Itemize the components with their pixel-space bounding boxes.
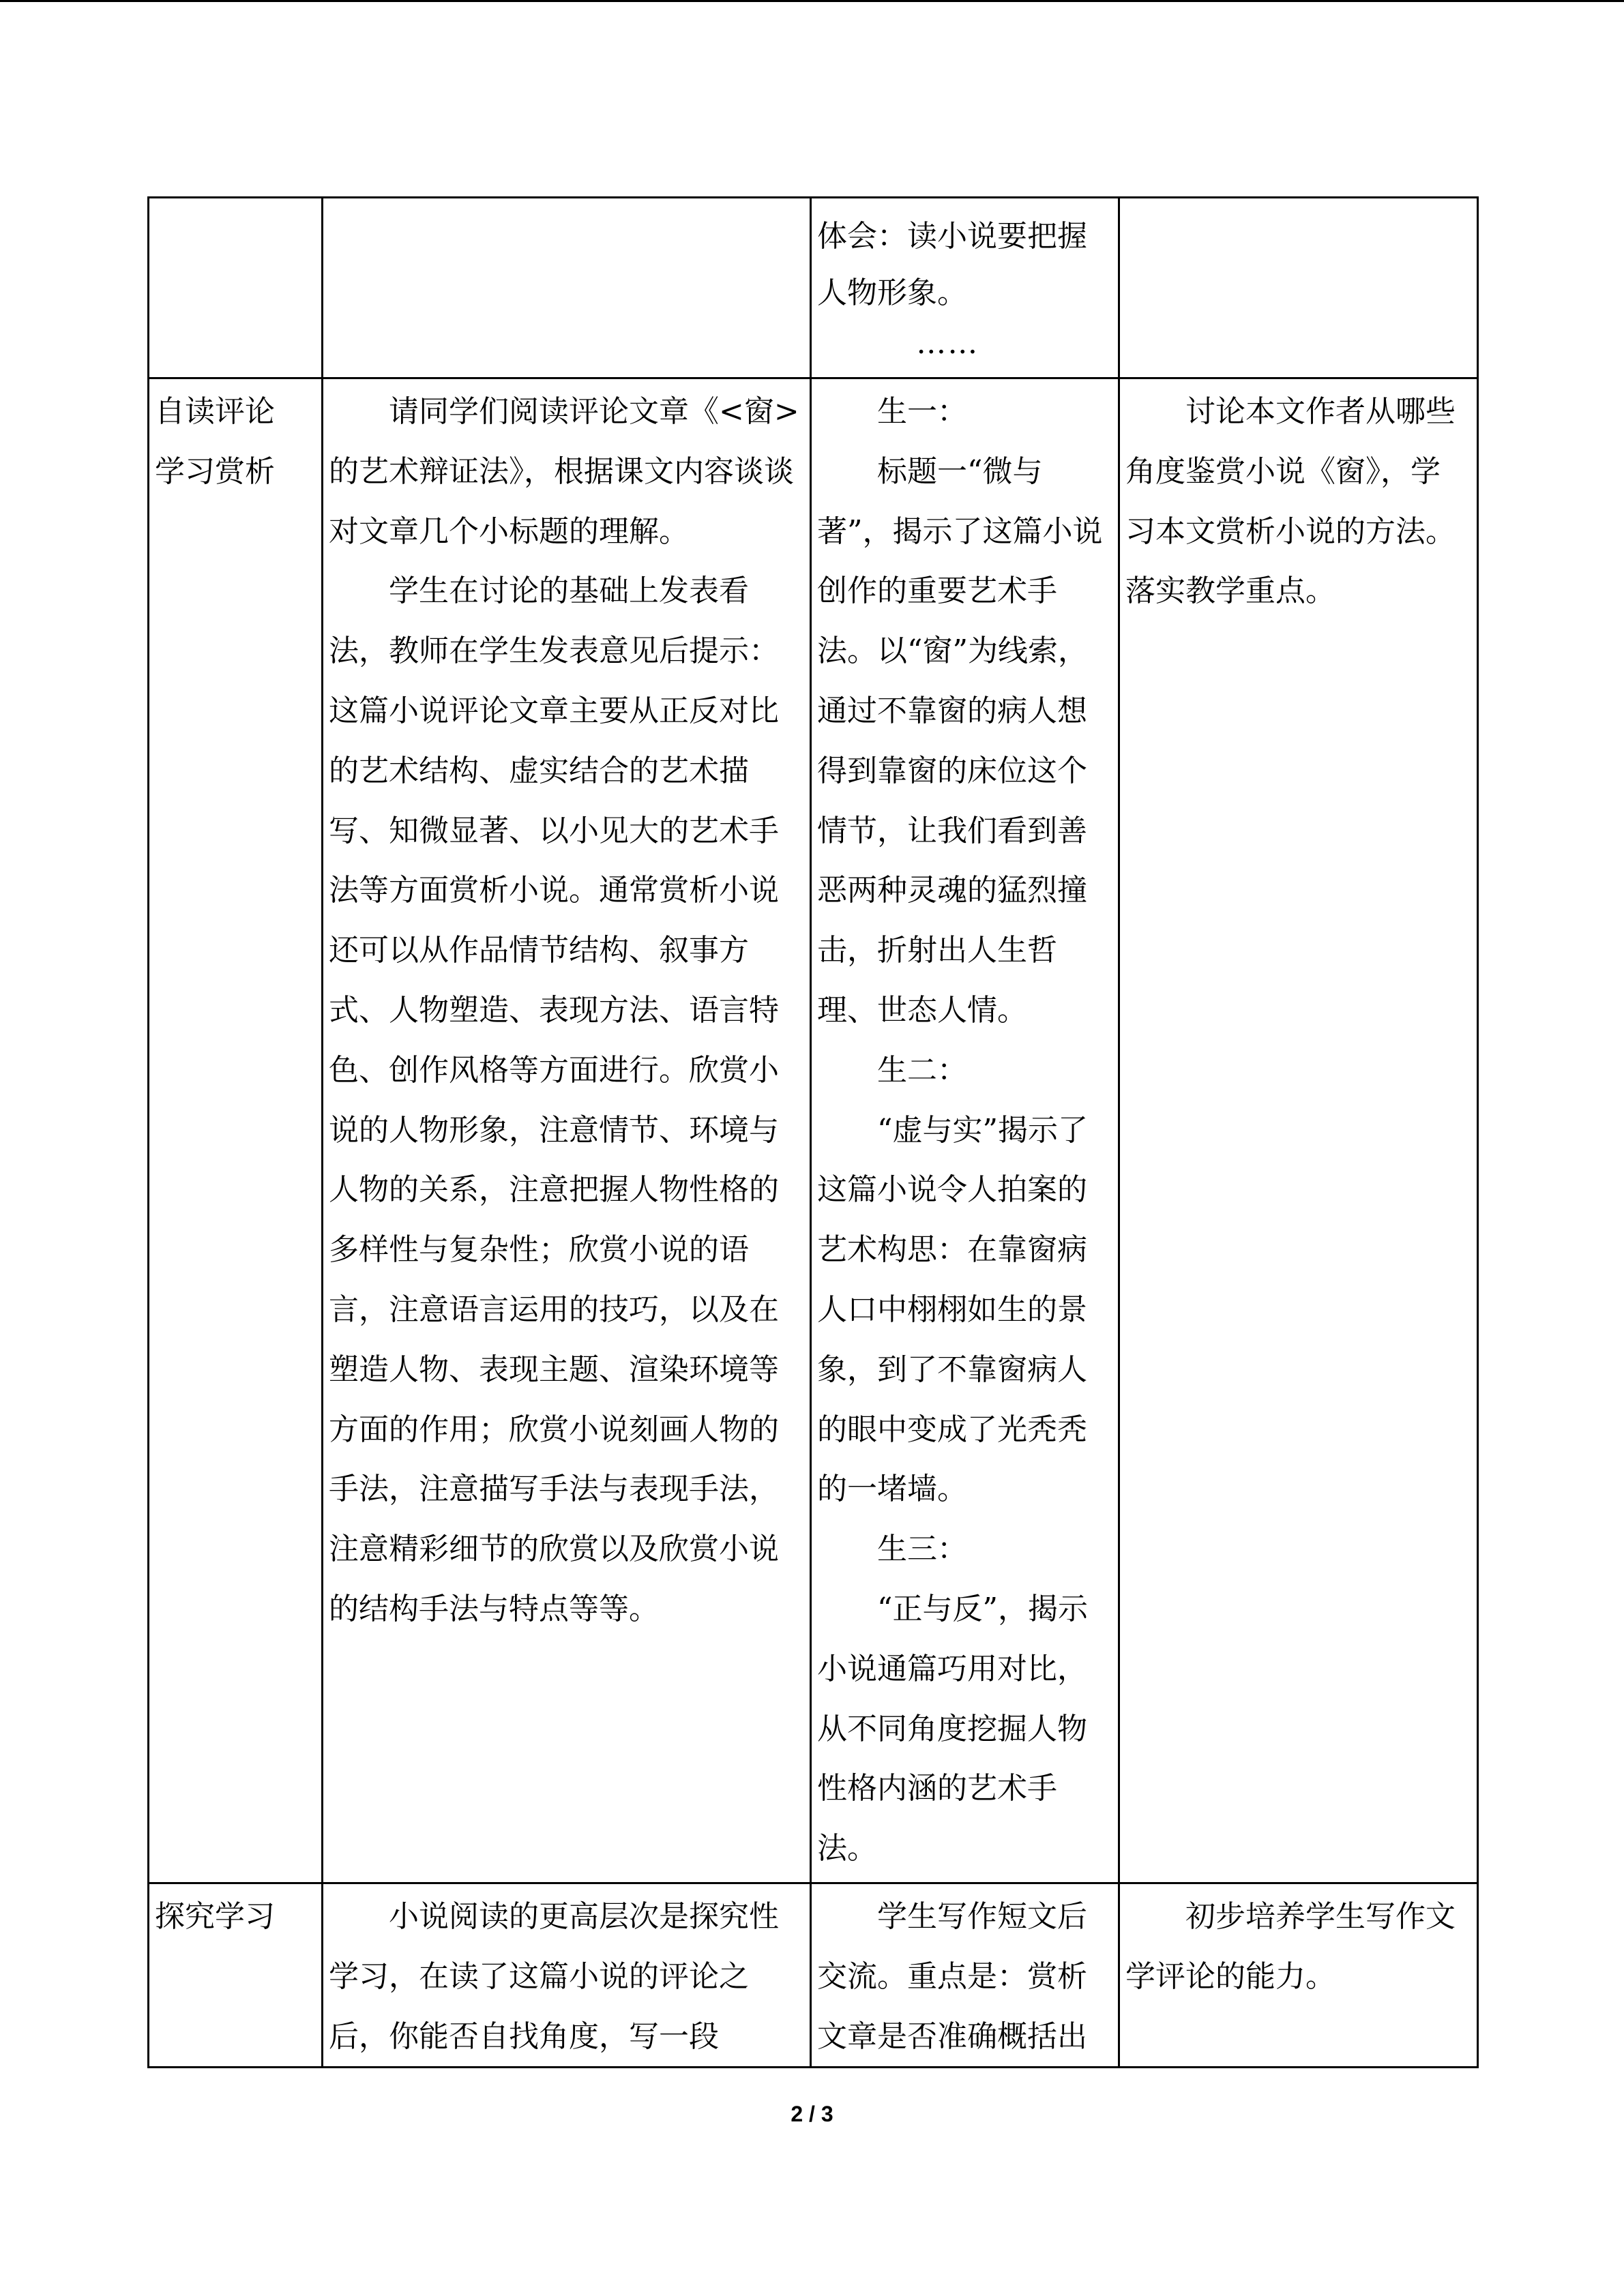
teacher-paragraph: 请同学们阅读评论文章《<窗>的艺术辩证法》，根据课文内容谈谈对文章几个小标题的理解。 [329,394,799,549]
table-row-self-reading [149,378,1478,1883]
student-activity-cell [811,378,1119,1883]
teacher-paragraph: 小说阅读的更高层次是探究性学习，在读了这篇小说的评论之后，你能否自找角度，写一段 [329,1899,779,2054]
student-paragraph: “正与反”，揭示小说通篇巧用对比，从不同角度挖掘人物性格内涵的艺术手法。 [817,1591,1088,1866]
page-top-border [0,0,1624,2]
student-paragraph: 标题一“微与著”，揭示了这篇小说创作的重要艺术手法。以“窗”为线索，通过不靠窗的病人想得到靠窗的床位这个情节，让我们看到善恶两种灵魂的猛烈撞击，折射出人生哲理、世态人情。 [817,453,1103,1028]
student-activity-cell [811,1883,1119,2068]
student-text: 体会：读小说要把握人物形象。 [817,219,1087,310]
design-intent-text: 初步培养学生写作文学评论的能力。 [1125,1899,1456,1994]
student-speaker: 生三： [877,1532,967,1567]
student-paragraph: 学生写作短文后交流。重点是：赏析文章是否准确概括出 [817,1899,1087,2054]
teacher-activity-cell [323,198,811,378]
table-row-continued [149,198,1478,378]
stage-label-line: 自读评论 [155,394,275,429]
student-activity-cell [811,198,1119,378]
table-row-inquiry [149,1883,1478,2068]
stage-cell [149,1883,323,2068]
student-speaker: 生二： [877,1052,967,1088]
student-paragraph: “虚与实”揭示了这篇小说令人拍案的艺术构思：在靠窗病人口中栩栩如生的景象，到了不靠窗病人的眼中变成了光秃秃的一堵墙。 [817,1112,1088,1507]
teacher-activity-cell [323,1883,811,2068]
stage-label-line: 学习赏析 [155,453,275,489]
design-intent-cell [1119,378,1478,1883]
student-speaker: 生一： [877,394,967,429]
stage-cell [149,198,323,378]
page-number: 2 / 3 [791,2102,833,2126]
stage-label: 探究学习 [155,1899,275,1934]
design-intent-text: 讨论本文作者从哪些角度鉴赏小说《窗》，学习本文赏析小说的方法。落实教学重点。 [1125,394,1456,609]
design-intent-cell [1119,1883,1478,2068]
design-intent-cell [1119,198,1478,378]
stage-cell [149,378,323,1883]
lesson-plan-table [147,196,1479,2068]
teacher-paragraph: 学生在讨论的基础上发表看法，教师在学生发表意见后提示：这篇小说评论文章主要从正反对比的艺术结构、虚实结合的艺术描写、知微显著、以小见大的艺术手法等方面赏析小说。通常赏析小说还可以从作品情节结构、叙事方式、人物塑造、表现方法、语言特色、创作风格等方面进行。欣赏小说的人物形象，注意情节、环境与人物的关系，注意把握人物性格的多样性与复杂性；欣赏小说的语言，注意语言运用的技巧，以及在塑造人物、表现主题、渲染环境等方面的作用；欣赏小说刻画人物的手法，注意描写手法与表现手法，注意精彩细节的欣赏以及欣赏小说的结构手法与特点等等。 [329,573,779,1626]
teacher-activity-cell [323,378,811,1883]
ellipsis-text: …… [916,326,979,361]
